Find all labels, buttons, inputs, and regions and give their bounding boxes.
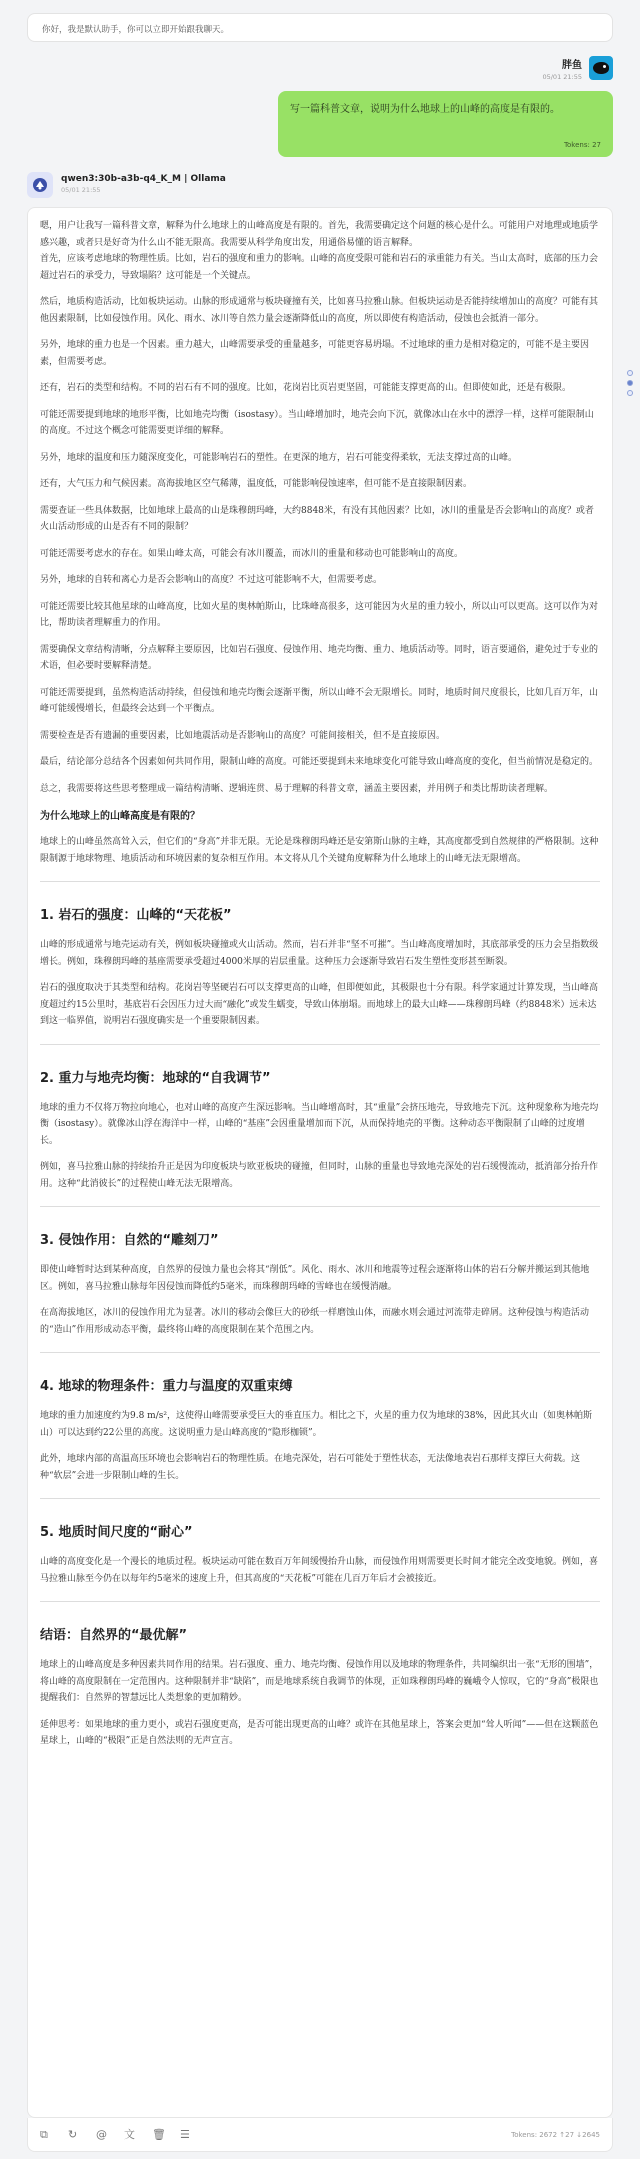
scroll-dot[interactable] [627, 370, 633, 376]
divider [40, 1352, 600, 1353]
message-toolbar [27, 2118, 613, 2152]
fish-eye [603, 65, 606, 68]
section-paragraph: 在高海拔地区，冰川的侵蚀作用尤为显著。冰川的移动会像巨大的砂纸一样磨蚀山体，而融水则会通过河流带走碎屑。这种侵蚀与构造活动的“造山”作用形成动态平衡，最终将山峰的高度限制在某个范围之内。 [40, 1308, 590, 1335]
reply-paragraph: 首先，应该考虑地球的物理性质。比如，岩石的强度和重力的影响。山峰的高度受限可能和岩石的承重能力有关。当山太高时，底部的压力会超过岩石的承受力，导致塌陷？这可能是一个关键点。 [40, 254, 599, 281]
reply-paragraph: 还有，大气压力和气候因素。高海拔地区空气稀薄，温度低，可能影响侵蚀速率，但可能不是直接限制因素。 [40, 479, 473, 489]
reply-paragraph: 需要确保文章结构清晰，分点解释主要原因，比如岩石强度、侵蚀作用、地壳均衡、重力、地质活动等。同时，语言要通俗，避免过于专业的术语，但必要时要解释清楚。 [40, 644, 599, 671]
model-time: 05/01 21:55 [61, 186, 101, 194]
section-paragraph: 岩石的强度取决于其类型和结构。花岗岩等坚硬岩石可以支撑更高的山峰，但即便如此，其极限也十分有限。科学家通过计算发现，当山峰高度超过约15公里时，基底岩石会因压力过大而“融化”或发生蠕变，导致山体崩塌。而地球上的最大山峰——珠穆朗玛峰（约8848米）远未达到这一临界值，说明岩石强度确实是一个重要限制因素。 [40, 983, 599, 1026]
menu-icon[interactable]: ☰ [180, 2127, 190, 2141]
reply-paragraph: 总之，我需要将这些思考整理成一篇结构清晰、逻辑连贯、易于理解的科普文章，涵盖主要因素，并用例子和类比帮助读者理解。 [40, 783, 554, 794]
scroll-dot-active[interactable] [627, 380, 633, 386]
user-tokens: Tokens: 27 [563, 141, 601, 149]
divider [40, 1498, 600, 1499]
reply-paragraph: 另外，地球的重力也是一个因素。重力越大，山峰需要承受的重量越多，可能更容易坍塌。不过地球的重力是相对稳定的，可能不是主要因素，但需要考虑。 [40, 340, 590, 367]
reply-paragraph: 需要查证一些具体数据，比如地球上最高的山是珠穆朗玛峰，大约8848米，有没有其他因素？比如，冰川的重量是否会影响山的高度？或者火山活动形成的山是否有不同的限制？ [40, 505, 594, 532]
article-title: 为什么地球上的山峰高度是有限的？ [40, 811, 200, 822]
scroll-dot[interactable] [627, 390, 633, 396]
extension-paragraph: 延伸思考：如果地球的重力更小，或岩石强度更高，是否可能出现更高的山峰？或许在其他星球上，答案会更加“耸人听闻”——但在这颗蓝色星球上，山峰的“极限”正是自然法则的无声宣言。 [40, 1719, 599, 1746]
divider [40, 1206, 600, 1207]
section-heading: 5. 地质时间尺度的“耐心” [40, 1525, 193, 1540]
section-paragraph: 即使山峰暂时达到某种高度，自然界的侵蚀力量也会将其“削低”。风化、雨水、冰川和地震等过程会逐渐将山体的岩石分解并搬运到其他地区。例如，喜马拉雅山脉每年因侵蚀而降低约5毫米，而珠穆朗玛峰的雪峰也在缓慢消融。 [40, 1265, 590, 1292]
user-meta [542, 56, 582, 81]
fish-icon [593, 62, 609, 74]
conclusion-paragraph: 地球上的山峰高度是多种因素共同作用的结果。岩石强度、重力、地壳均衡、侵蚀作用以及地球的物理条件，共同编织出一张“无形的围墙”，将山峰的高度限制在一定范围内。这种限制并非“缺陷”，而是地球系统自我调节的体现，正如珠穆朗玛峰的巍峨令人惊叹，它的“身高”极限也提醒我们：自然界的智慧远比人类想象的更加精妙。 [40, 1660, 599, 1703]
reply-paragraph: 最后，结论部分总结各个因素如何共同作用，限制山峰的高度。可能还要提到未来地球变化可能导致山峰高度的变化，但当前情况是稳定的。 [40, 757, 599, 767]
user-header [542, 56, 613, 81]
section-heading: 结语：自然界的“最优解” [40, 1628, 188, 1643]
regenerate-icon[interactable]: ↻ [68, 2127, 78, 2141]
copy-icon[interactable]: ⧉ [40, 2127, 48, 2141]
article-intro: 地球上的山峰虽然高耸入云，但它们的“身高”并非无限。无论是珠穆朗玛峰还是安第斯山脉的主峰，其高度都受到自然规律的严格限制。这种限制源于地球物理、地质活动和环境因素的复杂相互作用。本文将从几个关键角度解释为什么地球上的山峰无法无限增高。 [40, 837, 599, 864]
user-avatar[interactable] [589, 56, 613, 80]
reply-paragraph: 嗯，用户让我写一篇科普文章，解释为什么地球上的山峰高度是有限的。首先，我需要确定这个问题的核心是什么。可能用户对地理或地质学感兴趣，或者只是好奇为什么山不能无限高。我需要从科学角度出发，用通俗易懂的语言解释。 [40, 221, 599, 248]
section-heading: 2. 重力与地壳均衡：地球的“自我调节” [40, 1070, 271, 1086]
section-paragraph: 山峰的高度变化是一个漫长的地质过程。板块运动可能在数百万年间缓慢抬升山脉，而侵蚀作用则需要更长时间才能完全改变地貌。例如，喜马拉雅山脉至今仍在以每年约5毫米的速度上升，但其高度的“天花板”可能在几百万年后才会被接近。 [40, 1557, 599, 1584]
reply-tokens: Tokens: 2672 ↑27 ↓2645 [511, 2130, 600, 2139]
section-heading: 1. 岩石的强度：山峰的“天花板” [40, 908, 232, 923]
reply-paragraph: 需要检查是否有遗漏的重要因素，比如地震活动是否影响山的高度？可能间接相关，但不是直接原因。 [40, 730, 446, 741]
model-name: qwen3:30b-a3b-q4_K_M | Ollama [61, 174, 226, 184]
reply-paragraph: 可能还需要提到，虽然构造活动持续，但侵蚀和地壳均衡会逐渐平衡，所以山峰不会无限增长。同时，地质时间尺度很长，比如几百万年，山峰可能缓慢增长，但最终会达到一个平衡点。 [40, 687, 599, 714]
translate-icon[interactable]: 文 [124, 2127, 135, 2141]
reply-paragraph: 然后，地质构造活动，比如板块运动。山脉的形成通常与板块碰撞有关，比如喜马拉雅山脉。但板块运动是否能持续增加山的高度？可能有其他因素限制，比如侵蚀作用。风化、雨水、冰川等自然力量会逐渐降低山的高度，所以即使有构造活动，侵蚀也会抵消一部分。 [40, 297, 599, 324]
divider [40, 1601, 600, 1602]
system-message: 你好，我是默认助手，你可以立即开始跟我聊天。 [27, 13, 613, 42]
user-time: 05/01 21:55 [542, 73, 582, 81]
section-heading: 3. 侵蚀作用：自然的“雕刻刀” [40, 1233, 219, 1248]
section-paragraph: 例如，喜马拉雅山脉的持续抬升正是因为印度板块与欧亚板块的碰撞，但同时，山脉的重量也导致地壳深处的岩石缓慢流动，抵消部分抬升作用。这种“此消彼长”的过程使山峰无法无限增高。 [40, 1162, 599, 1189]
mention-icon[interactable]: @ [96, 2127, 107, 2141]
user-message: 写一篇科普文章，说明为什么地球上的山峰的高度是有限的。 [290, 104, 560, 115]
section-heading: 4. 地球的物理条件：重力与温度的双重束缚 [40, 1379, 293, 1394]
divider [40, 881, 600, 882]
reply-paragraph: 还有，岩石的类型和结构。不同的岩石有不同的强度。比如，花岗岩比页岩更坚固，可能能支撑更高的山。但即使如此，还是有极限。 [40, 383, 572, 393]
section-paragraph: 地球的重力加速度约为9.8 m/s²，这使得山峰需要承受巨大的垂直压力。相比之下，火星的重力仅为地球的38%，因此其火山（如奥林帕斯山）可以达到约22公里的高度。这说明重力是山峰高度的“隐形枷锁”。 [40, 1411, 592, 1438]
scroll-indicator[interactable] [627, 370, 633, 396]
user-name: 胖鱼 [562, 60, 582, 71]
section-paragraph: 山峰的形成通常与地壳运动有关，例如板块碰撞或火山活动。然而，岩石并非“坚不可摧”。当山峰高度增加时，其底部承受的压力会呈指数级增长。例如，珠穆朗玛峰的基座需要承受超过4000米厚的岩层重量。这种压力会逐渐导致岩石发生塑性变形甚至断裂。 [40, 940, 599, 967]
divider [40, 1044, 600, 1045]
section-paragraph: 地球的重力不仅将万物拉向地心，也对山峰的高度产生深远影响。当山峰增高时，其“重量”会挤压地壳，导致地壳下沉。这种现象称为地壳均衡（isostasy）。就像冰山浮在海洋中一样，山峰的“基座”会因重量增加而下沉，从而保持地壳的平衡。这种动态平衡限制了山峰的过度增长。 [40, 1102, 599, 1146]
assistant-reply [27, 207, 613, 2118]
section-paragraph: 此外，地球内部的高温高压环境也会影响岩石的物理性质。在地壳深处，岩石可能处于塑性状态，无法像地表岩石那样支撑巨大荷载。这种“软层”会进一步限制山峰的生长。 [40, 1454, 581, 1481]
ollama-logo-icon[interactable] [27, 172, 53, 198]
reply-paragraph: 可能还需要考虑水的存在。如果山峰太高，可能会有冰川覆盖，而冰川的重量和移动也可能影响山的高度。 [40, 548, 464, 559]
reply-paragraph: 可能还需要比较其他星球的山峰高度，比如火星的奥林帕斯山，比珠峰高很多，这可能因为火星的重力较小，所以山可以更高。这可以作为对比，帮助读者理解重力的作用。 [40, 601, 599, 628]
reply-paragraph: 另外，地球的自转和离心力是否会影响山的高度？不过这可能影响不大，但需要考虑。 [40, 575, 383, 585]
reply-paragraph: 可能还需要提到地球的地形平衡，比如地壳均衡（isostasy）。当山峰增加时，地壳会向下沉，就像冰山在水中的漂浮一样，这样可能限制山的高度。不过这个概念可能需要更详细的解释。 [40, 409, 594, 436]
assistant-header [27, 172, 226, 198]
user-message-bubble [278, 91, 613, 157]
delete-icon[interactable]: 🗑 [152, 2127, 166, 2141]
reply-paragraph: 另外，地球的温度和压力随深度变化，可能影响岩石的塑性。在更深的地方，岩石可能变得柔软，无法支撑过高的山峰。 [40, 452, 518, 463]
